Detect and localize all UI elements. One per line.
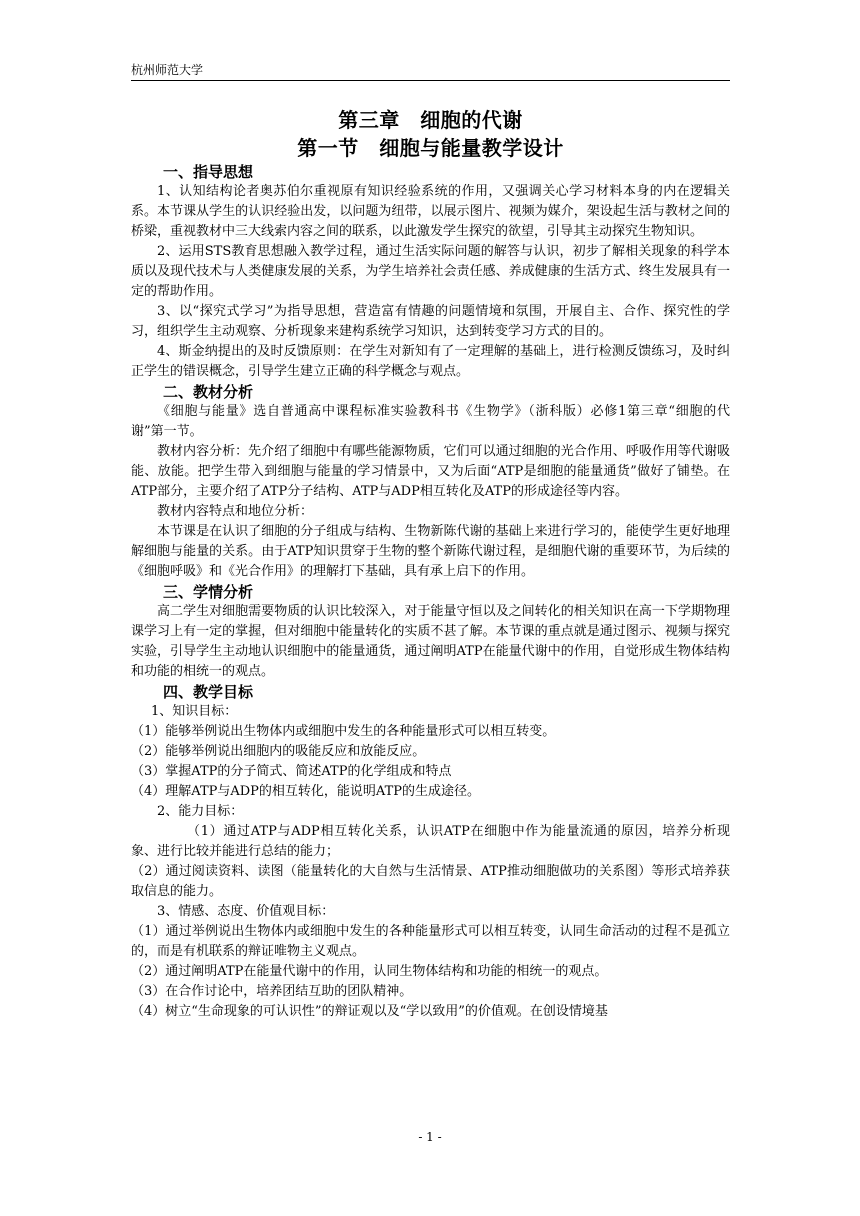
objective-subtitle: 1、知识目标： xyxy=(151,704,238,719)
chapter-title: 第三章 细胞的代谢 xyxy=(338,108,523,132)
objective-subtitle: 2、能力目标： xyxy=(157,804,244,819)
heading-student-analysis: 三、学情分析 xyxy=(163,583,254,601)
section-title: 第一节 细胞与能量教学设计 xyxy=(297,136,564,160)
heading-textbook-analysis: 二、教材分析 xyxy=(163,383,254,401)
objective-item: （3）掌握ATP的分子简式、简述ATP的化学组成和特点 xyxy=(131,764,452,779)
paragraph: 教材内容分析：先介绍了细胞中有哪些能源物质，它们可以通过细胞的光合作用、呼吸作用等代谢吸能、放能。把学生带入到细胞与能量的学习情景中，又为后面“ATP是细胞的能量通货”做好了铺垫。在ATP部分，主要介绍了ATP分子结构、ATP与ADP相互转化及ATP的形成途径等内容。 xyxy=(131,444,730,499)
objective-item: （2）通过阐明ATP在能量代谢中的作用，认同生物体结构和功能的相统一的观点。 xyxy=(131,964,608,979)
objective-item: （2）能够举例说出细胞内的吸能反应和放能反应。 xyxy=(131,744,426,759)
heading-teaching-objectives: 四、教学目标 xyxy=(163,683,254,701)
objective-item: （1）通过举例说出生物体内或细胞中发生的各种能量形式可以相互转变，认同生命活动的过程不是孤立的，而是有机联系的辩证唯物主义观点。 xyxy=(131,924,730,959)
objective-item: （4）理解ATP与ADP的相互转化，能说明ATP的生成途径。 xyxy=(131,784,481,799)
header-org: 杭州师范大学 xyxy=(131,63,204,77)
document-body xyxy=(131,106,730,1022)
paragraph: 2、运用STS教育思想融入教学过程，通过生活实际问题的解答与认识，初步了解相关现象的科学本质以及现代技术与人类健康发展的关系，为学生培养社会责任感、养成健康的生活方式、终生发展具有一定的帮助作用。 xyxy=(131,244,730,299)
page-header xyxy=(131,62,730,81)
paragraph: 高二学生对细胞需要物质的认识比较深入，对于能量守恒以及之间转化的相关知识在高一下学期物理课学习上有一定的掌握，但对细胞中能量转化的实质不甚了解。本节课的重点就是通过图示、视频与探究实验，引导学生主动地认识细胞中的能量通货，通过阐明ATP在能量代谢中的作用，自觉形成生物体结构和功能的相统一的观点。 xyxy=(131,604,730,679)
objective-item: （4）树立“生命现象的可认识性”的辩证观以及“学以致用”的价值观。在创设情境基 xyxy=(131,1004,608,1019)
paragraph: 《细胞与能量》选自普通高中课程标准实验教科书《生物学》（浙科版）必修1第三章“细胞的代谢”第一节。 xyxy=(131,404,730,439)
objective-item: （1）通过ATP与ADP相互转化关系，认识ATP在细胞中作为能量流通的原因，培养分析现象、进行比较并能进行总结的能力； xyxy=(131,824,730,859)
objective-item: （2）通过阅读资料、读图（能量转化的大自然与生活情景、ATP推动细胞做功的关系图）等形式培养获取信息的能力。 xyxy=(131,864,730,899)
paragraph: 本节课是在认识了细胞的分子组成与结构、生物新陈代谢的基础上来进行学习的，能使学生更好地理解细胞与能量的关系。由于ATP知识贯穿于生物的整个新陈代谢过程，是细胞代谢的重要环节，为后续的《细胞呼吸》和《光合作用》的理解打下基础，具有承上启下的作用。 xyxy=(131,524,730,579)
paragraph: 1、认知结构论者奥苏伯尔重视原有知识经验系统的作用，又强调关心学习材料本身的内在逻辑关系。本节课从学生的认识经验出发，以问题为纽带，以展示图片、视频为媒介，架设起生活与教材之间的桥梁，重视教材中三大线索内容之间的联系，以此激发学生探究的欲望，引导其主动探究生物知识。 xyxy=(131,184,730,239)
objective-subtitle: 3、情感、态度、价值观目标： xyxy=(157,904,335,919)
paragraph: 4、斯金纳提出的及时反馈原则：在学生对新知有了一定理解的基础上，进行检测反馈练习，及时纠正学生的错误概念，引导学生建立正确的科学概念与观点。 xyxy=(131,344,730,379)
paragraph: 3、以“探究式学习”为指导思想，营造富有情趣的问题情境和氛围，开展自主、合作、探究性的学习，组织学生主动观察、分析现象来建构系统学习知识，达到转变学习方式的目的。 xyxy=(131,304,730,339)
objective-item: （3）在合作讨论中，培养团结互助的团队精神。 xyxy=(131,984,413,999)
page-number: - 1 - xyxy=(418,1130,442,1144)
heading-guiding-thought: 一、指导思想 xyxy=(163,163,254,181)
paragraph: 教材内容特点和地位分析： xyxy=(157,504,314,519)
objective-item: （1）能够举例说出生物体内或细胞中发生的各种能量形式可以相互转变。 xyxy=(131,724,556,739)
